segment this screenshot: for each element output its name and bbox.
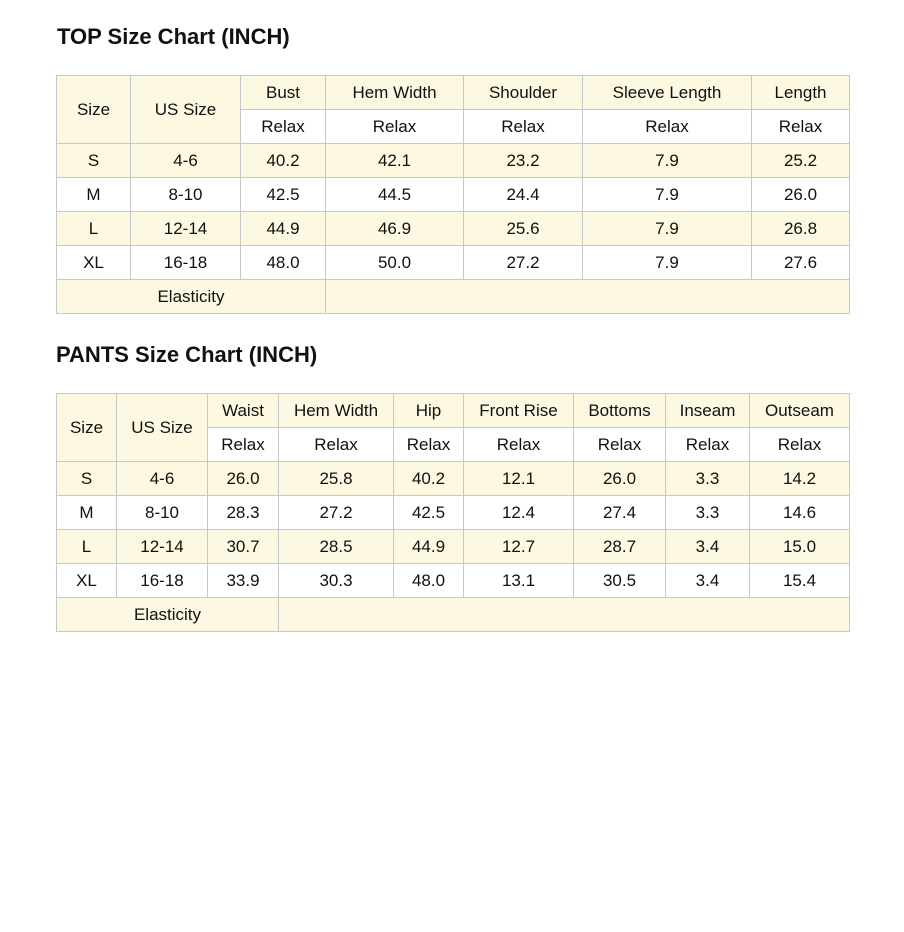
elasticity-label: Elasticity <box>57 598 279 632</box>
hip-cell: 48.0 <box>394 564 464 598</box>
top-size-chart-title: TOP Size Chart (INCH) <box>57 24 290 49</box>
length-cell: 26.0 <box>752 178 850 212</box>
top-header-row <box>57 76 850 110</box>
hem-width-cell: 46.9 <box>326 212 464 246</box>
fit-label: Relax <box>279 428 394 462</box>
fit-label: Relax <box>208 428 279 462</box>
elasticity-label: Elasticity <box>57 280 326 314</box>
size-header: Size <box>57 394 117 462</box>
shoulder-cell: 24.4 <box>464 178 583 212</box>
inseam-header: Inseam <box>666 394 750 428</box>
waist-cell: 28.3 <box>208 496 279 530</box>
bottoms-cell: 26.0 <box>574 462 666 496</box>
size-cell: L <box>57 212 131 246</box>
outseam-cell: 15.0 <box>750 530 850 564</box>
bottoms-cell: 28.7 <box>574 530 666 564</box>
hip-header: Hip <box>394 394 464 428</box>
fit-label: Relax <box>750 428 850 462</box>
outseam-cell: 14.6 <box>750 496 850 530</box>
inseam-cell: 3.4 <box>666 564 750 598</box>
bust-cell: 44.9 <box>241 212 326 246</box>
table-row <box>57 462 850 496</box>
elasticity-row <box>57 280 850 314</box>
front-rise-cell: 12.1 <box>464 462 574 496</box>
elasticity-row <box>57 598 850 632</box>
table-row <box>57 530 850 564</box>
table-row <box>57 246 850 280</box>
fit-label: Relax <box>583 110 752 144</box>
shoulder-header: Shoulder <box>464 76 583 110</box>
us-size-cell: 16-18 <box>131 246 241 280</box>
waist-cell: 26.0 <box>208 462 279 496</box>
top-size-table <box>56 75 850 314</box>
table-row <box>57 178 850 212</box>
sleeve-length-header: Sleeve Length <box>583 76 752 110</box>
fit-label: Relax <box>394 428 464 462</box>
bust-cell: 48.0 <box>241 246 326 280</box>
hem-width-cell: 50.0 <box>326 246 464 280</box>
table-row <box>57 144 850 178</box>
hem-width-header: Hem Width <box>326 76 464 110</box>
bottoms-header: Bottoms <box>574 394 666 428</box>
hem-width-cell: 44.5 <box>326 178 464 212</box>
fit-label: Relax <box>464 110 583 144</box>
hem-width-cell: 30.3 <box>279 564 394 598</box>
us-size-cell: 16-18 <box>117 564 208 598</box>
fit-label: Relax <box>326 110 464 144</box>
outseam-header: Outseam <box>750 394 850 428</box>
length-header: Length <box>752 76 850 110</box>
shoulder-cell: 27.2 <box>464 246 583 280</box>
us-size-cell: 8-10 <box>131 178 241 212</box>
length-cell: 25.2 <box>752 144 850 178</box>
elasticity-value <box>279 598 850 632</box>
pants-size-table <box>56 393 850 632</box>
shoulder-cell: 25.6 <box>464 212 583 246</box>
inseam-cell: 3.3 <box>666 462 750 496</box>
front-rise-cell: 12.4 <box>464 496 574 530</box>
fit-label: Relax <box>666 428 750 462</box>
us-size-header: US Size <box>117 394 208 462</box>
bottoms-cell: 27.4 <box>574 496 666 530</box>
sleeve-length-cell: 7.9 <box>583 144 752 178</box>
sleeve-length-cell: 7.9 <box>583 212 752 246</box>
length-cell: 27.6 <box>752 246 850 280</box>
us-size-cell: 12-14 <box>117 530 208 564</box>
fit-label: Relax <box>752 110 850 144</box>
hem-width-cell: 28.5 <box>279 530 394 564</box>
elasticity-value <box>326 280 850 314</box>
outseam-cell: 15.4 <box>750 564 850 598</box>
size-cell: S <box>57 144 131 178</box>
waist-header: Waist <box>208 394 279 428</box>
us-size-cell: 4-6 <box>131 144 241 178</box>
size-cell: XL <box>57 564 117 598</box>
length-cell: 26.8 <box>752 212 850 246</box>
front-rise-header: Front Rise <box>464 394 574 428</box>
pants-size-chart-title: PANTS Size Chart (INCH) <box>56 342 318 367</box>
sleeve-length-cell: 7.9 <box>583 246 752 280</box>
hem-width-header: Hem Width <box>279 394 394 428</box>
size-header: Size <box>57 76 131 144</box>
size-cell: M <box>57 178 131 212</box>
bottoms-cell: 30.5 <box>574 564 666 598</box>
hip-cell: 42.5 <box>394 496 464 530</box>
table-row <box>57 496 850 530</box>
waist-cell: 33.9 <box>208 564 279 598</box>
size-cell: M <box>57 496 117 530</box>
hem-width-cell: 42.1 <box>326 144 464 178</box>
hip-cell: 40.2 <box>394 462 464 496</box>
outseam-cell: 14.2 <box>750 462 850 496</box>
table-row <box>57 564 850 598</box>
size-cell: S <box>57 462 117 496</box>
front-rise-cell: 13.1 <box>464 564 574 598</box>
bust-header: Bust <box>241 76 326 110</box>
us-size-header: US Size <box>131 76 241 144</box>
shoulder-cell: 23.2 <box>464 144 583 178</box>
sleeve-length-cell: 7.9 <box>583 178 752 212</box>
hem-width-cell: 25.8 <box>279 462 394 496</box>
hem-width-cell: 27.2 <box>279 496 394 530</box>
bust-cell: 42.5 <box>241 178 326 212</box>
bust-cell: 40.2 <box>241 144 326 178</box>
inseam-cell: 3.4 <box>666 530 750 564</box>
waist-cell: 30.7 <box>208 530 279 564</box>
table-row <box>57 212 850 246</box>
size-cell: XL <box>57 246 131 280</box>
inseam-cell: 3.3 <box>666 496 750 530</box>
fit-label: Relax <box>241 110 326 144</box>
fit-label: Relax <box>464 428 574 462</box>
hip-cell: 44.9 <box>394 530 464 564</box>
us-size-cell: 12-14 <box>131 212 241 246</box>
pants-header-row <box>57 394 850 428</box>
front-rise-cell: 12.7 <box>464 530 574 564</box>
us-size-cell: 4-6 <box>117 462 208 496</box>
fit-label: Relax <box>574 428 666 462</box>
size-cell: L <box>57 530 117 564</box>
us-size-cell: 8-10 <box>117 496 208 530</box>
